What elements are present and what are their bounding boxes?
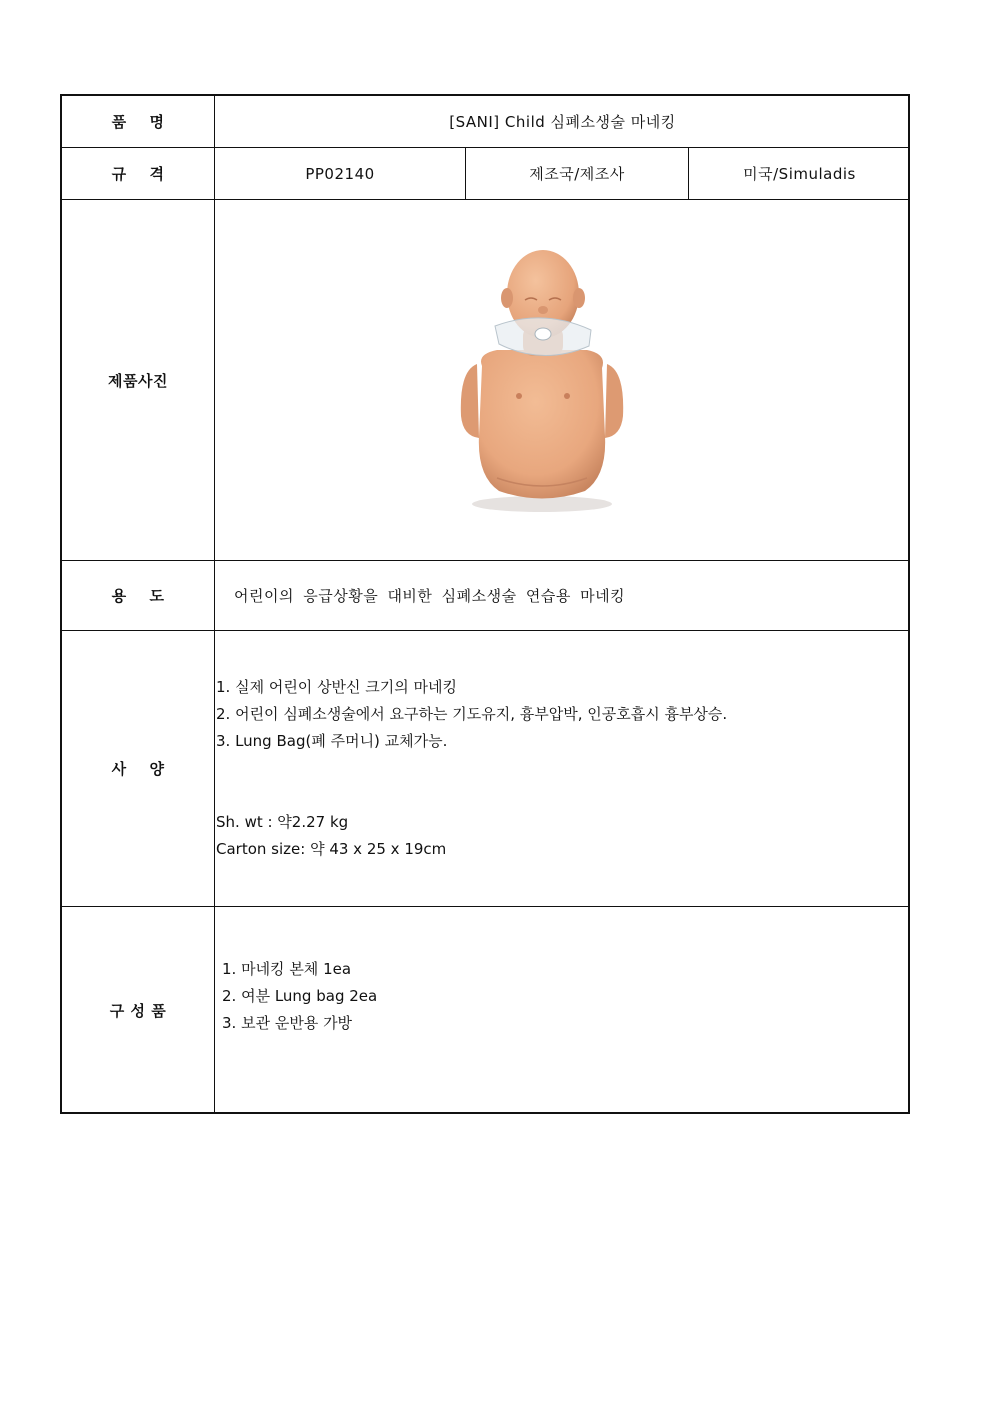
- specification-list: [216, 674, 906, 755]
- component-line-3: 3. 보관 운반용 가방: [222, 1014, 353, 1032]
- shipping-info: [216, 809, 906, 863]
- usage-label: 용 도: [111, 587, 165, 605]
- spec-label: 규 격: [111, 165, 165, 183]
- components-label: 구 성 품: [109, 1002, 167, 1020]
- carton-line: Carton size: 약 43 x 25 x 19cm: [216, 840, 447, 858]
- model-number: PP02140: [305, 164, 375, 183]
- weight-line: Sh. wt : 약2.27 kg: [216, 813, 349, 831]
- product-name-label: 품 명: [111, 113, 165, 131]
- component-line-2: 2. 여분 Lung bag 2ea: [222, 987, 378, 1005]
- origin-label: 제조국/제조사: [529, 165, 625, 183]
- spec-line-3: 3. Lung Bag(폐 주머니) 교체가능.: [216, 732, 448, 750]
- photo-label: 제품사진: [108, 371, 168, 390]
- components-list: [222, 956, 902, 1037]
- spec-sheet-table: [60, 94, 910, 1114]
- origin-value: 미국/Simuladis: [743, 165, 856, 183]
- usage-text: 어린이의 응급상황을 대비한 심폐소생술 연습용 마네킹: [234, 587, 626, 605]
- column-divider: [214, 96, 215, 1112]
- product-title: [SANI] Child 심폐소생술 마네킹: [449, 113, 676, 131]
- spec-line-2: 2. 어린이 심폐소생술에서 요구하는 기도유지, 흉부압박, 인공호흡시 흉부상승.: [216, 705, 728, 723]
- component-line-1: 1. 마네킹 본체 1ea: [222, 960, 352, 978]
- spec-line-1: 1. 실제 어린이 상반신 크기의 마네킹: [216, 678, 458, 696]
- specification-label: 사 양: [111, 760, 165, 778]
- cpr-child-manikin-image: [457, 246, 627, 516]
